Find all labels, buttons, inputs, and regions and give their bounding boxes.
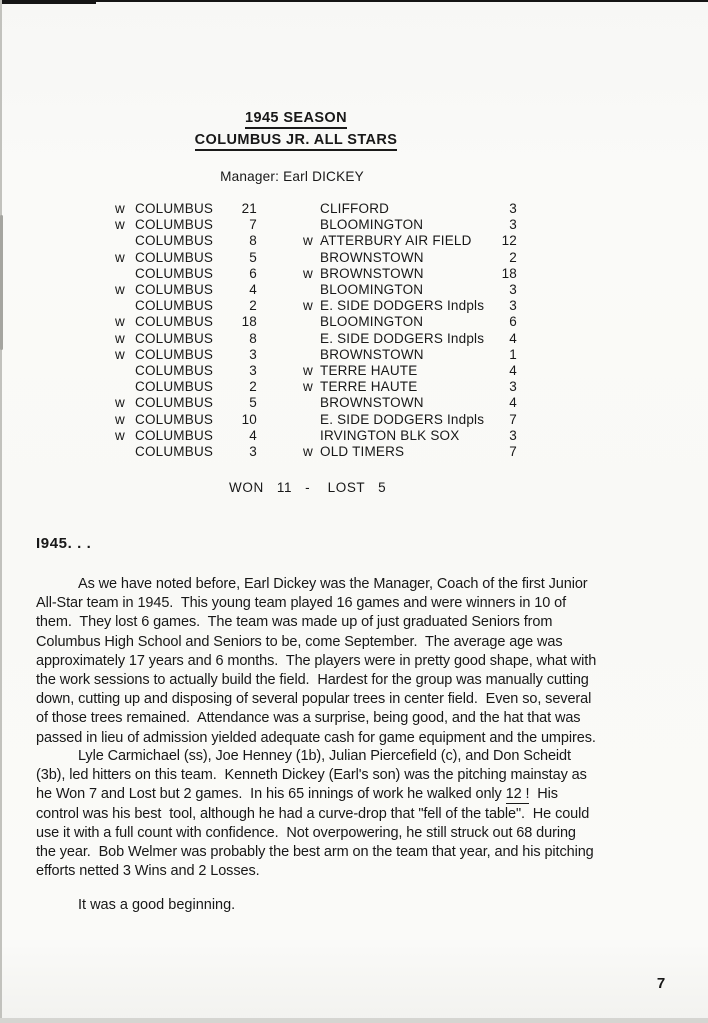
scan-left-edge-artifact: [0, 0, 2, 1023]
text-line: As we have noted before, Earl Dickey was the Manager, Coach of the first Junior: [78, 576, 588, 592]
home-score: 18: [241, 314, 257, 330]
win-flag-home: w: [115, 217, 125, 233]
win-flag-opponent: w: [303, 363, 313, 379]
win-flag-opponent: w: [303, 233, 313, 249]
column-gap: [257, 395, 303, 411]
win-flag-home: [115, 379, 135, 395]
home-score: 21: [241, 201, 257, 216]
opponent-team: BLOOMINGTON: [320, 314, 424, 330]
column-gap: [257, 233, 303, 249]
win-flag-opponent: [303, 347, 320, 363]
home-score: 5: [249, 395, 257, 411]
opponent-team: BROWNSTOWN: [320, 346, 424, 362]
text-line: them. They lost 6 games. The team was made up of just graduated Seniors from: [36, 614, 553, 631]
opponent-team: TERRE HAUTE: [320, 363, 418, 379]
section-heading-1945: I945. . .: [36, 535, 92, 552]
text-line: Lyle Carmichael (ss), Joe Henney (1b), Julian Piercefield (c), and Don Scheidt: [78, 748, 571, 764]
column-gap: [257, 266, 303, 282]
opponent-team: E. SIDE DODGERS Indpls: [320, 298, 485, 314]
home-score: 7: [249, 217, 257, 233]
win-flag-opponent: w: [303, 265, 313, 281]
scan-top-left-edge-artifact: [0, 0, 96, 4]
text-line: use it with a full count with confidence. Not overpowering, he still struck out 68 during: [36, 824, 576, 841]
scan-bottom-edge-artifact: [0, 1018, 708, 1023]
home-team: COLUMBUS: [135, 217, 214, 233]
win-flag-home: w: [115, 314, 125, 330]
win-flag-home: [115, 266, 135, 282]
home-score: 2: [249, 379, 257, 395]
opponent-team: E. SIDE DODGERS Indpls: [320, 411, 485, 427]
home-team: COLUMBUS: [135, 201, 214, 216]
column-gap: [257, 314, 303, 330]
opponent-score: 3: [509, 379, 517, 395]
opponent-team: ATTERBURY AIR FIELD: [320, 233, 472, 249]
win-flag-opponent: [303, 217, 320, 233]
win-flag-home: w: [115, 395, 125, 411]
text-line: down, cutting up and disposing of several popular trees in center field. Even so, several: [36, 691, 592, 708]
title-team-line: [0, 129, 592, 151]
page-number: 7: [656, 975, 666, 992]
home-team: COLUMBUS: [135, 411, 214, 427]
win-flag-opponent: [303, 412, 320, 428]
win-flag-home: [115, 233, 135, 249]
win-flag-opponent: w: [303, 298, 313, 314]
manager-line: Manager: Earl DICKEY: [220, 169, 364, 184]
opponent-team: IRVINGTON BLK SOX: [320, 427, 460, 443]
win-flag-home: [115, 444, 135, 460]
column-gap: [257, 331, 303, 347]
win-flag-home: w: [115, 282, 125, 298]
home-team: COLUMBUS: [135, 314, 214, 330]
opponent-score: 1: [509, 346, 517, 362]
opponent-score: 4: [509, 395, 517, 411]
home-team: COLUMBUS: [135, 233, 214, 249]
win-flag-home: w: [115, 427, 125, 443]
title-team-text: COLUMBUS JR. ALL STARS: [195, 132, 398, 151]
home-team: COLUMBUS: [135, 346, 214, 362]
home-score: 8: [249, 330, 257, 346]
scan-left-edge-shadow: [0, 215, 3, 350]
column-gap: [257, 428, 303, 444]
win-flag-opponent: w: [303, 444, 313, 460]
walks-line-after: His: [529, 786, 558, 803]
win-flag-home: w: [115, 330, 125, 346]
opponent-team: BLOOMINGTON: [320, 282, 424, 298]
paragraph-season-overview: [36, 575, 596, 748]
column-gap: [257, 444, 303, 460]
win-flag-home: w: [115, 411, 125, 427]
opponent-team: CLIFFORD: [320, 201, 390, 216]
walks-line-before: he Won 7 and Lost but 2 games. In his 65 innings of work he walked only: [36, 786, 506, 803]
opponent-score: 3: [509, 298, 517, 314]
win-flag-opponent: [303, 331, 320, 347]
text-line: passed in lieu of admission yielded adequate cash for game equipment and the umpires.: [36, 729, 596, 746]
win-flag-opponent: [303, 314, 320, 330]
win-flag-opponent: [303, 250, 320, 266]
opponent-score: 4: [509, 363, 517, 379]
column-gap: [257, 347, 303, 363]
opponent-score: 7: [509, 411, 517, 427]
text-line: Columbus High School and Seniors to be, come September. The average age was: [36, 633, 563, 650]
opponent-score: 6: [509, 314, 517, 330]
home-team: COLUMBUS: [135, 444, 214, 460]
title-season-line: [0, 107, 592, 129]
opponent-team: BROWNSTOWN: [320, 395, 424, 411]
win-flag-home: [115, 298, 135, 314]
home-team: COLUMBUS: [135, 298, 214, 314]
column-gap: [257, 298, 303, 314]
opponent-team: E. SIDE DODGERS Indpls: [320, 330, 485, 346]
text-line: of those trees remained. Attendance was a surprise, being good, and the hat that was: [36, 710, 581, 727]
opponent-team: TERRE HAUTE: [320, 379, 418, 395]
text-line: All-Star team in 1945. This young team played 16 games and were winners in 10 of: [36, 595, 567, 612]
text-line: (3b), led hitters on this team. Kenneth Dickey (Earl's son) was the pitching mainstay as: [36, 767, 587, 784]
text-line: efforts netted 3 Wins and 2 Losses.: [36, 863, 260, 880]
opponent-score: 2: [509, 249, 517, 265]
opponent-team: BROWNSTOWN: [320, 249, 424, 265]
walks-count-underlined: 12 !: [505, 786, 530, 803]
text-line: the year. Bob Welmer was probably the best arm on the team that year, and his pitching: [36, 844, 594, 861]
paragraph-players-walks-line: [36, 785, 594, 804]
text-line: the work sessions to actually build the field. Hardest for the group was manually cutting: [36, 672, 589, 689]
home-score: 10: [241, 411, 257, 427]
paragraph-players: [36, 747, 594, 881]
win-flag-home: w: [115, 249, 125, 265]
document-title: [0, 107, 592, 151]
home-team: COLUMBUS: [135, 330, 214, 346]
text-line: approximately 17 years and 6 months. The players were in pretty good shape, what with: [36, 652, 597, 669]
column-gap: [257, 412, 303, 428]
win-flag-opponent: [303, 282, 320, 298]
paragraph-players-bottom: [36, 805, 594, 882]
column-gap: [257, 217, 303, 233]
home-team: COLUMBUS: [135, 395, 214, 411]
opponent-score: 7: [509, 444, 517, 460]
column-gap: [257, 250, 303, 266]
win-flag-opponent: [303, 428, 320, 444]
opponent-score: 4: [509, 330, 517, 346]
column-gap: [257, 379, 303, 395]
won-lost-summary: WON 11 - LOST 5: [229, 480, 387, 495]
opponent-score: 3: [509, 427, 517, 443]
home-team: COLUMBUS: [135, 363, 214, 379]
opponent-team: BLOOMINGTON: [320, 217, 424, 233]
home-score: 2: [249, 298, 257, 314]
column-gap: [257, 282, 303, 298]
win-flag-opponent: w: [303, 379, 313, 395]
home-score: 4: [249, 427, 257, 443]
opponent-team: BROWNSTOWN: [320, 265, 424, 281]
home-score: 3: [249, 363, 257, 379]
home-score: 3: [249, 444, 257, 460]
home-score: 3: [249, 346, 257, 362]
opponent-score: 3: [509, 201, 517, 216]
paragraph-players-top: [36, 747, 594, 785]
win-flag-home: w: [115, 201, 125, 216]
home-team: COLUMBUS: [135, 379, 214, 395]
win-flag-home: w: [115, 346, 125, 362]
scan-top-edge-artifact: [0, 0, 708, 2]
home-score: 5: [249, 249, 257, 265]
column-gap: [257, 201, 303, 217]
opponent-score: 18: [501, 265, 517, 281]
win-flag-opponent: [303, 201, 320, 217]
win-flag-opponent: [303, 395, 320, 411]
home-score: 4: [249, 282, 257, 298]
opponent-score: 3: [509, 217, 517, 233]
closing-sentence: It was a good beginning.: [78, 897, 236, 913]
home-team: COLUMBUS: [135, 427, 214, 443]
opponent-team: OLD TIMERS: [320, 444, 405, 460]
column-gap: [257, 363, 303, 379]
home-score: 8: [249, 233, 257, 249]
home-team: COLUMBUS: [135, 282, 214, 298]
text-line: control was his best tool, although he had a curve-drop that "fell of the table". He could: [36, 805, 590, 822]
results-table: [115, 201, 517, 460]
opponent-score: 3: [509, 282, 517, 298]
opponent-score: 12: [501, 233, 517, 249]
home-team: COLUMBUS: [135, 265, 214, 281]
home-team: COLUMBUS: [135, 249, 214, 265]
home-score: 6: [249, 265, 257, 281]
title-season-text: 1945 SEASON: [245, 110, 347, 129]
win-flag-home: [115, 363, 135, 379]
